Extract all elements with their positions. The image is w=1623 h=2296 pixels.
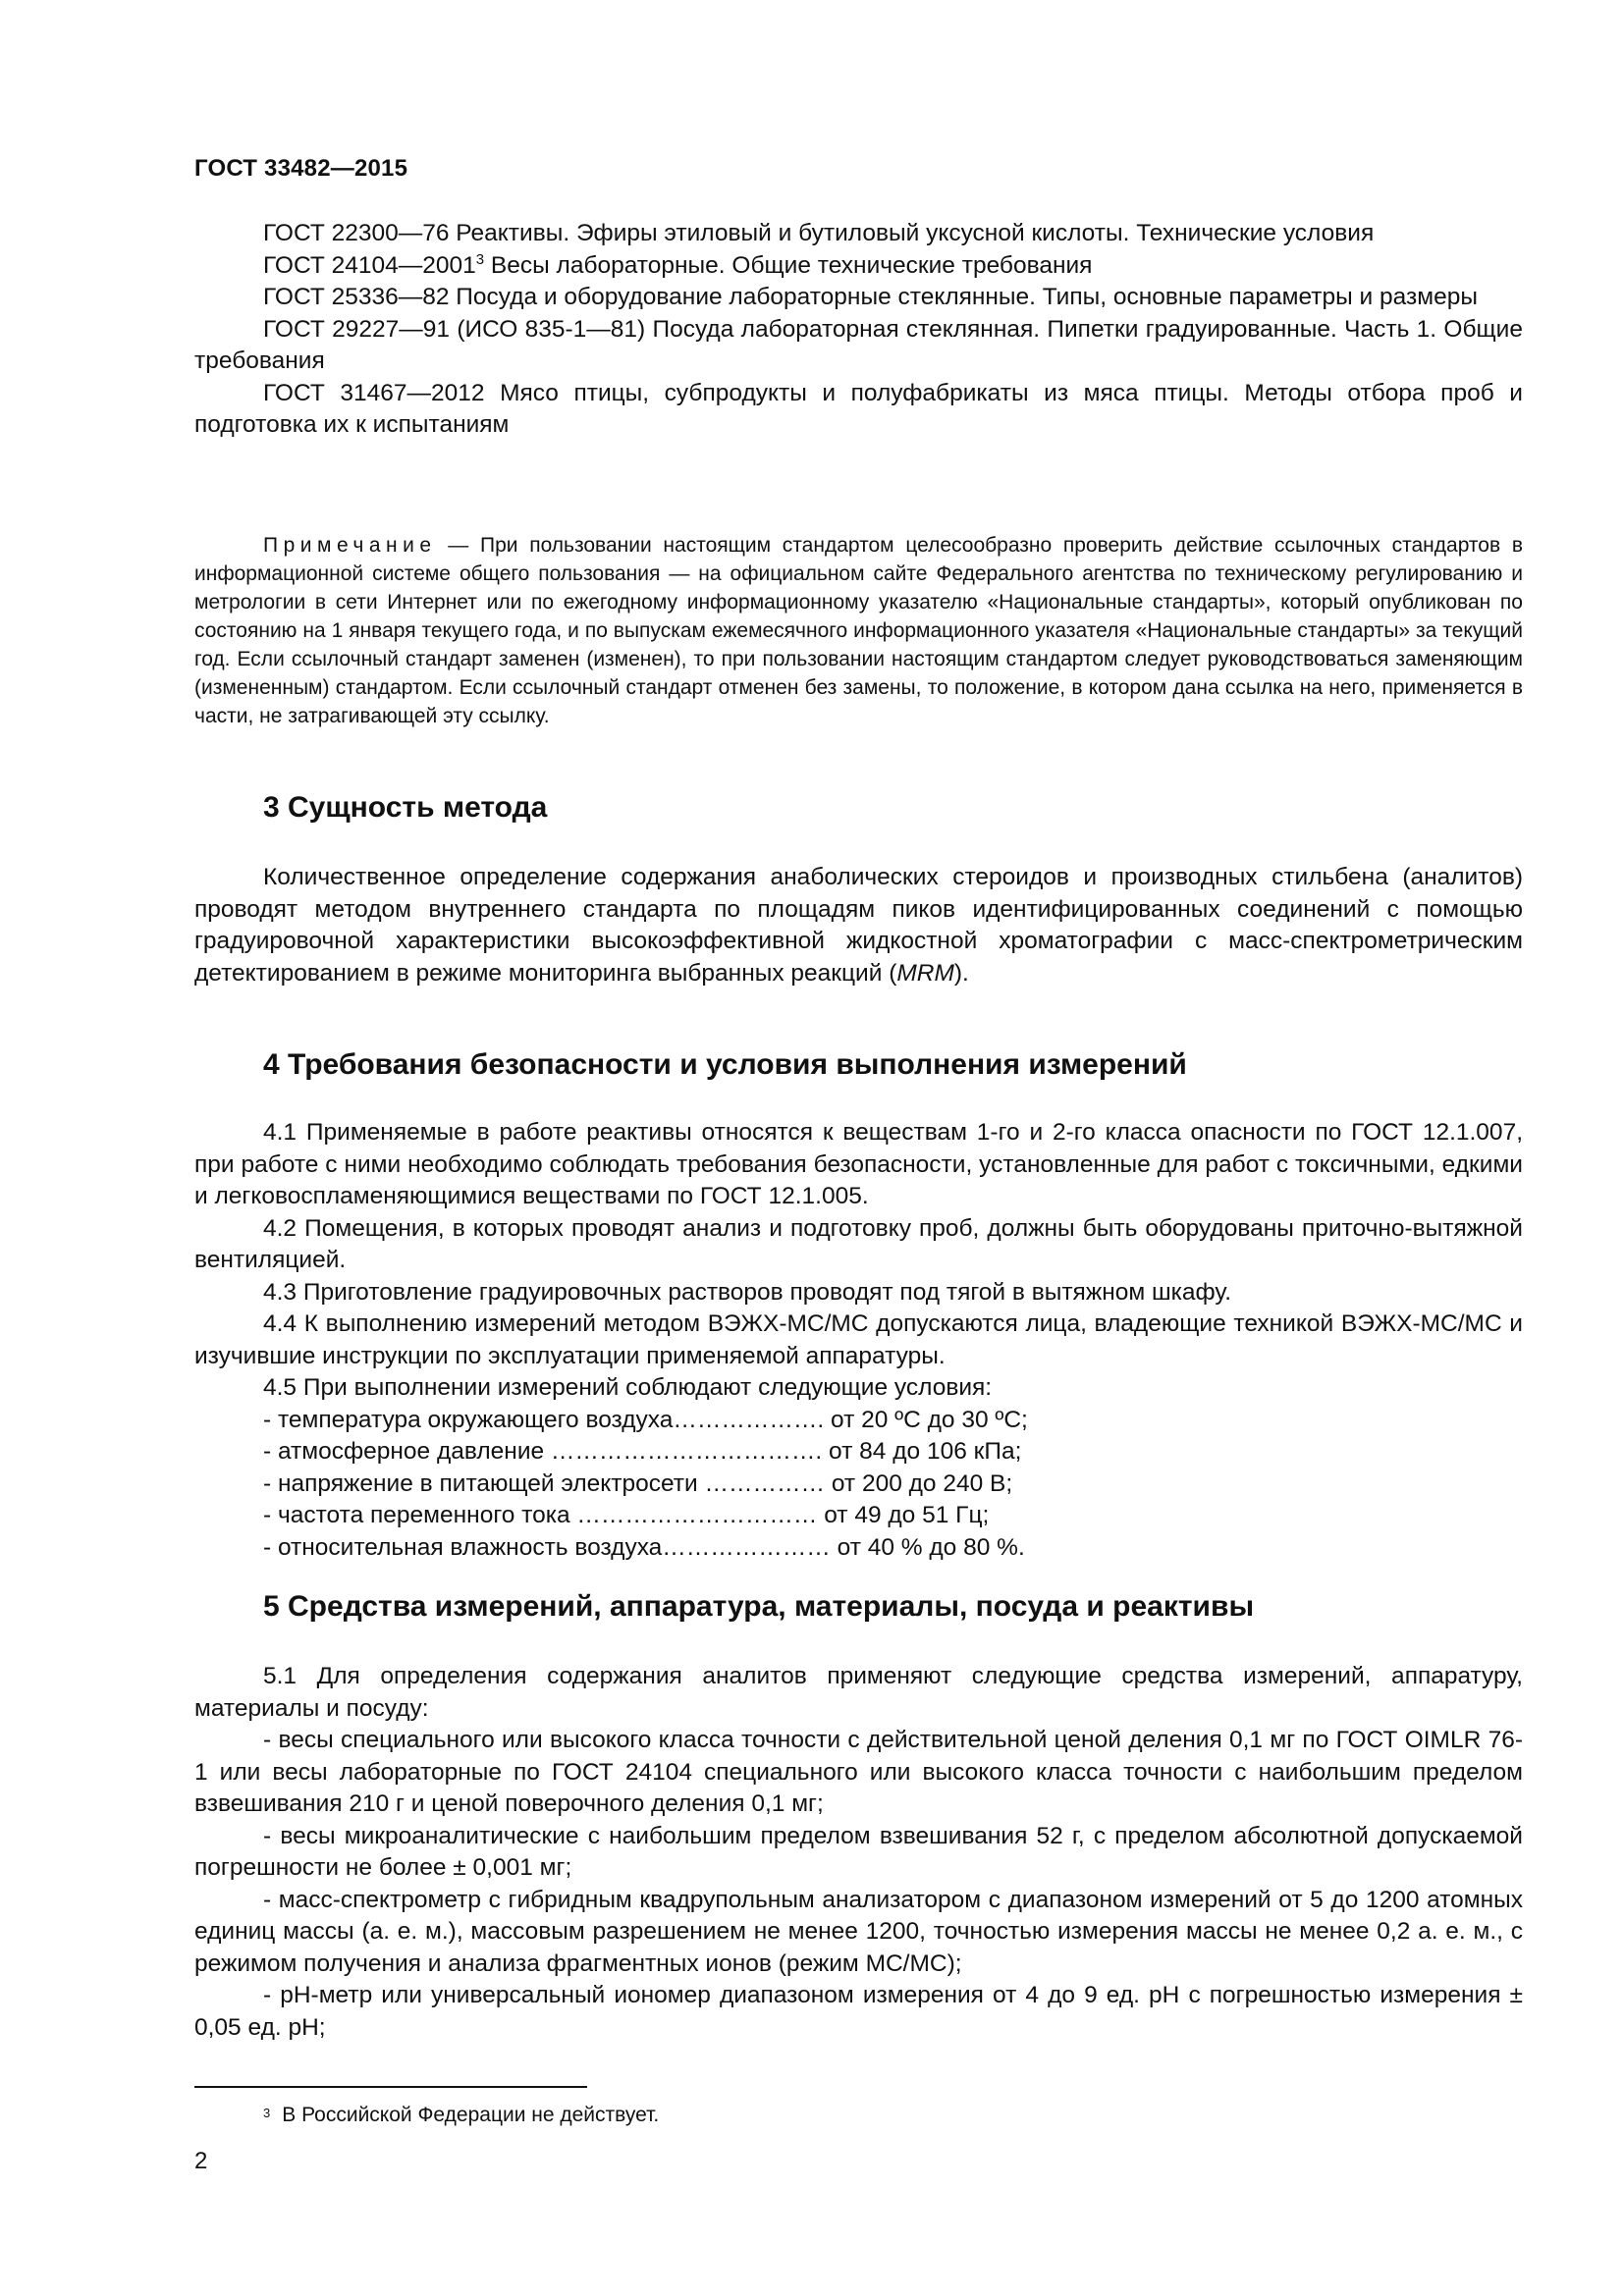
note-label: Примечание <box>263 534 437 557</box>
section-3-text-end: ). <box>953 959 969 987</box>
section-3-body <box>194 862 1523 989</box>
footnote-mark: 3 <box>263 2106 271 2120</box>
note-paragraph <box>194 531 1523 730</box>
reference-item: ГОСТ 31467—2012 Мясо птицы, субпродукты и полуфабрикаты из мяса птицы. Методы отбора проб и подготовка их к испытаниям <box>194 379 1523 438</box>
section-4-paragraph: 4.1 Применяемые в работе реактивы относятся к веществам 1-го и 2-го класса опасности по ГОСТ 12.1.007, при работе с ними необходимо соблюдать требования безопасности, установленные для работ с токсичными, едкими и легковоспламеняющимися веществами по ГОСТ 12.1.005. <box>194 1119 1523 1209</box>
section-3-title: 3 Сущность метода <box>263 791 548 824</box>
section-4-paragraph: 4.3 Приготовление градуировочных растворов проводят под тягой в вытяжном шкафу. <box>263 1278 1232 1306</box>
section-5-title: 5 Средства измерений, аппаратура, материалы, посуда и реактивы <box>263 1590 1255 1623</box>
condition-item: - частота переменного тока ………………………… от 49 до 51 Гц; <box>263 1502 990 1528</box>
footnote-text: В Российской Федерации не действует. <box>282 2104 660 2126</box>
section-4-paragraph: 4.4 К выполнению измерений методом ВЭЖХ-МС/МС допускаются лица, владеющие техникой ВЭЖХ-МС/МС и изучившие инструкции по эксплуатации применяемой аппаратуры. <box>194 1310 1523 1369</box>
reference-item <box>194 250 1523 283</box>
footnote-ref: 3 <box>475 250 485 268</box>
reference-item: ГОСТ 25336—82 Посуда и оборудование лабораторные стеклянные. Типы, основные параметры и размеры <box>263 284 1478 310</box>
condition-item: - температура окружающего воздуха………………. от 20 ºС до 30 ºС; <box>263 1406 1028 1433</box>
reference-item: ГОСТ 29227—91 (ИСО 835-1—81) Посуда лабораторная стеклянная. Пипетки градуированные. Часть 1. Общие требования <box>194 315 1523 374</box>
document-page <box>194 0 1523 2296</box>
section-5-paragraph: - весы специального или высокого класса точности с действительной ценой деления 0,1 мг по ГОСТ OIMLR 76-1 или весы лабораторные по ГОСТ 24104 специального или высокого класса точности с наибольшим пределом взвешивания 210 г и ценой поверочного деления 0,1 мг; <box>194 1727 1523 1817</box>
document-code: ГОСТ 33482—2015 <box>194 155 408 182</box>
section-5-paragraph: - рН-метр или универсальный иономер диапазоном измерения от 4 до 9 ед. рН с погрешностью измерения ± 0,05 ед. рН; <box>194 1982 1523 2041</box>
footnote-divider <box>194 2086 587 2088</box>
condition-item: - относительная влажность воздуха………………… от 40 % до 80 %. <box>263 1533 1025 1561</box>
condition-item: - атмосферное давление ……………………………. от 84 до 106 кПа; <box>263 1438 1022 1465</box>
section-4-paragraph: 4.2 Помещения, в которых проводят анализ и подготовку проб, должны быть оборудованы приточно-вытяжной вентиляцией. <box>194 1214 1523 1273</box>
section-5-body <box>194 1661 1523 2044</box>
section-5-paragraph: - весы микроаналитические с наибольшим пределом взвешивания 52 г, с пределом абсолютной допускаемой погрешности не более ± 0,001 мг; <box>194 1822 1523 1881</box>
mrm-term: MRM <box>896 959 954 987</box>
page-number: 2 <box>194 2148 208 2174</box>
condition-item: - напряжение в питающей электросети …………… от 200 до 240 В; <box>263 1469 1013 1497</box>
footnote <box>263 2101 659 2129</box>
reference-code: ГОСТ 24104—2001 <box>263 251 476 279</box>
section-5-paragraph: 5.1 Для определения содержания аналитов применяют следующие средства измерений, аппаратуру, материалы и посуду: <box>194 1663 1523 1722</box>
section-4-body <box>194 1117 1523 1564</box>
reference-title: Весы лабораторные. Общие технические требования <box>484 251 1093 279</box>
note-text: — При пользовании настоящим стандартом целесообразно проверить действие ссылочных стандартов в информационной системе общего пользования — на официальном сайте Федерального агентства по техническому регулированию и метрологии в сети Интернет или по ежегодному информационному указателю «Национальные стандарты», который опубликован по состоянию на 1 января текущего года, и по выпускам ежемесячного информационного указателя «Национальные стандарты» за текущий год. Если ссылочный стандарт заменен (изменен), то при пользовании настоящим стандартом следует руководствоваться заменяющим (измененным) стандартом. Если ссылочный стандарт отменен без замены, то положение, в котором дана ссылка на него, применяется в части, не затрагивающей эту ссылку. <box>194 534 1523 727</box>
section-3-text: Количественное определение содержания анаболических стероидов и производных стильбена (аналитов) проводят методом внутреннего стандарта по площадям пиков идентифицированных соединений с помощью градуировочной характеристики высокоэффективной жидкостной хроматографии с масс-спектрометрическим детектированием в режиме мониторинга выбранных реакций ( <box>194 864 1523 987</box>
section-4-paragraph: 4.5 При выполнении измерений соблюдают следующие условия: <box>263 1374 993 1401</box>
section-4-title: 4 Требования безопасности и условия выполнения измерений <box>263 1048 1187 1081</box>
section-3-paragraph <box>194 862 1523 989</box>
normative-references <box>194 218 1523 442</box>
section-5-paragraph: - масс-спектрометр с гибридным квадрупольным анализатором с диапазоном измерений от 5 до 1200 атомных единиц массы (а. е. м.), массовым разрешением не менее 1200, точностью измерения массы не менее 0,2 а. е. м., с режимом получения и анализа фрагментных ионов (режим МС/МС); <box>194 1886 1523 1977</box>
reference-item: ГОСТ 22300—76 Реактивы. Эфиры этиловый и бутиловый уксусной кислоты. Технические условия <box>263 220 1375 246</box>
